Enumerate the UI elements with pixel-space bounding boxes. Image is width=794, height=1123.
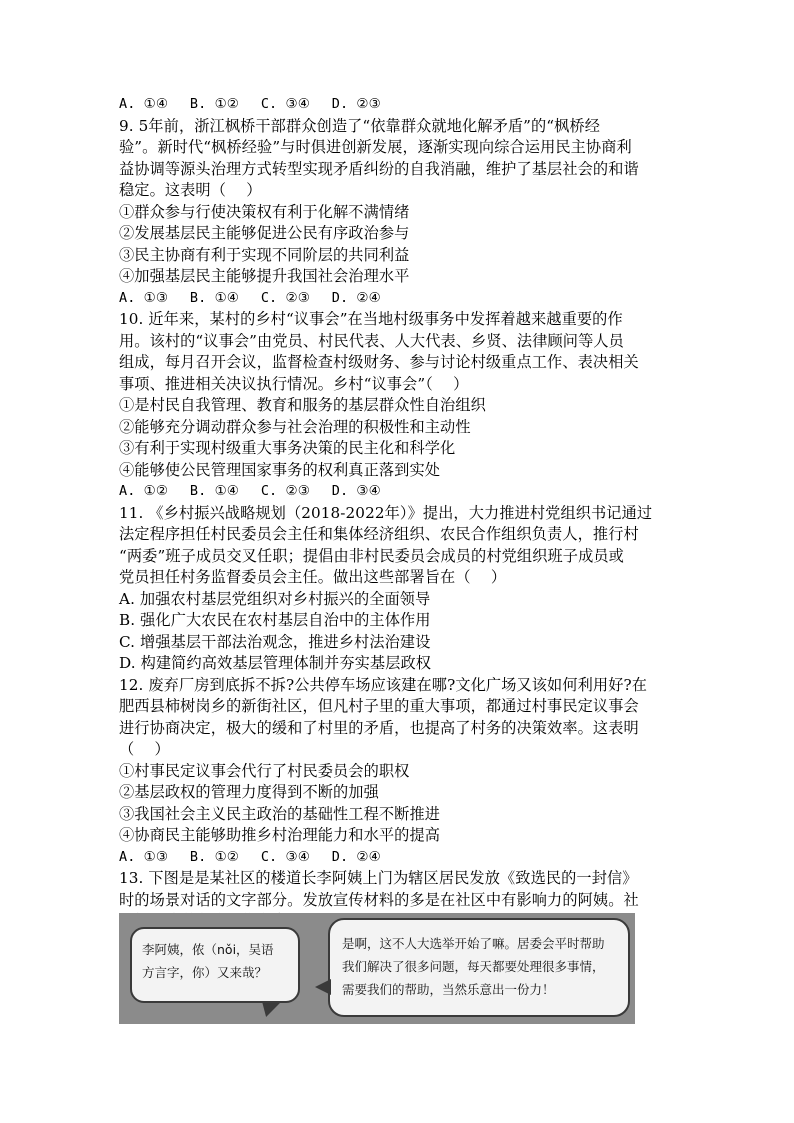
question-line: 10. 近年来，某村的乡村“议事会”在当地村级事务中发挥着越来越重要的作 [119,310,623,328]
right-bubble-line: 我们解决了很多问题，每天都要处理很多事情， [342,959,605,974]
right-bubble-line: 是啊，这不人大选举开始了嘛。居委会平时帮助 [342,936,605,951]
right-speech-bubble [328,918,630,1017]
right-bubble-line: 需要我们的帮助，当然乐意出一份力！ [342,982,555,997]
question-line: （ ） [119,740,170,758]
question-line: ④协商民主能够助推乡村治理能力和水平的提高 [119,826,441,844]
question-line: 时的场景对话的文字部分。发放宣传材料的多是在社区中有影响力的阿姨。社 [119,890,639,909]
question-line: 9. 5年前，浙江枫桥干部群众创造了“依靠群众就地化解矛盾”的“枫桥经 [119,116,601,135]
question-line: B. 强化广大农民在农村基层自治中的主体作用 [119,611,431,629]
question-line: 用。该村的“议事会”由党员、村民代表、人大代表、乡贤、法律顾问等人员 [119,331,624,350]
question-line: “两委”班子成员交叉任职；提倡由非村民委员会成员的村党组织班子成员或 [119,546,624,565]
question-line: ③民主协商有利于实现不同阶层的共同利益 [119,245,410,264]
question-line: ①村事民定议事会代行了村民委员会的职权 [119,761,410,780]
question-line: ②基层政权的管理力度得到不断的加强 [119,783,379,801]
question-line: ②能够充分调动群众参与社会治理的积极性和主动性 [119,417,471,436]
answer-options: A. ①④ B. ①② C. ③④ D. ②③ [119,96,381,112]
question-page [119,94,679,933]
question-line: 进行协商决定，极大的缓和了村里的矛盾，也提高了村务的决策效率。这表明 [119,718,639,737]
question-line: ③有利于实现村级重大事务决策的民主化和科学化 [119,439,456,457]
answer-options: A. ①③ B. ①④ C. ②③ D. ②④ [119,289,381,306]
question-line: A. 加强农村基层党组织对乡村振兴的全面领导 [119,589,431,608]
question-line: 益协调等源头治理方式转型实现矛盾纠纷的自我消融，维护了基层社会的和谐 [119,159,639,178]
question-line: ①群众参与行使决策权有利于化解不满情绪 [119,202,410,221]
question-line: 13. 下图是是某社区的楼道长李阿姨上门为辖区居民发放《致选民的一封信》 [119,869,638,887]
question-line: 法定程序担任村民委员会主任和集体经济组织、农民合作组织负责人，推行村 [119,525,639,543]
question-line: ④能够使公民管理国家事务的权利真正落到实处 [119,460,441,479]
question-line: 11. 《乡村振兴战略规划（2018-2022年）》提出，大力推进村党组织书记通过 [119,503,653,522]
question-line: D. 构建简约高效基层管理体制并夯实基层政权 [119,654,432,672]
left-bubble-tail [256,1001,282,1017]
question-line: C. 增强基层干部法治观念，推进乡村法治建设 [119,632,431,651]
answer-options: A. ①③ B. ①② C. ③④ D. ②④ [119,848,381,865]
question-line: ④加强基层民主能够提升我国社会治理水平 [119,267,410,285]
right-bubble-tail [315,979,331,995]
question-line: 稳定。这表明（ ） [119,181,262,199]
question-line: 肥西县柿树岗乡的新街社区，但凡村子里的重大事项，都通过村事民定议事会 [119,697,639,715]
question-line: 组成，每月召开会议，监督检查村级财务、参与讨论村级重点工作、表决相关 [119,353,639,371]
question-line: 验”。新时代“枫桥经验”与时俱进创新发展，逐渐实现向综合运用民主协商利 [119,138,632,156]
question-line: ②发展基层民主能够促进公民有序政治参与 [119,224,410,242]
question-line: ③我国社会主义民主政治的基础性工程不断推进 [119,804,441,823]
question-line: 党员担任村务监督委员会主任。做出这些部署旨在（ ） [119,568,507,586]
question-line: ①是村民自我管理、教育和服务的基层群众性自治组织 [119,396,486,414]
answer-options: A. ①② B. ①④ C. ②③ D. ③④ [119,483,381,499]
left-bubble-line: 方言字，你）又来哉？ [142,965,268,980]
left-speech-bubble [130,927,300,1003]
question-line: 12. 废弃厂房到底拆不拆?公共停车场应该建在哪?文化广场又该如何利用好?在 [119,675,648,694]
question-line: 事项、推进相关决议执行情况。乡村“议事会”（ ） [119,374,469,393]
dialogue-figure [119,913,635,1024]
left-bubble-line: 李阿姨，侬（nǒi，吴语 [142,942,274,957]
